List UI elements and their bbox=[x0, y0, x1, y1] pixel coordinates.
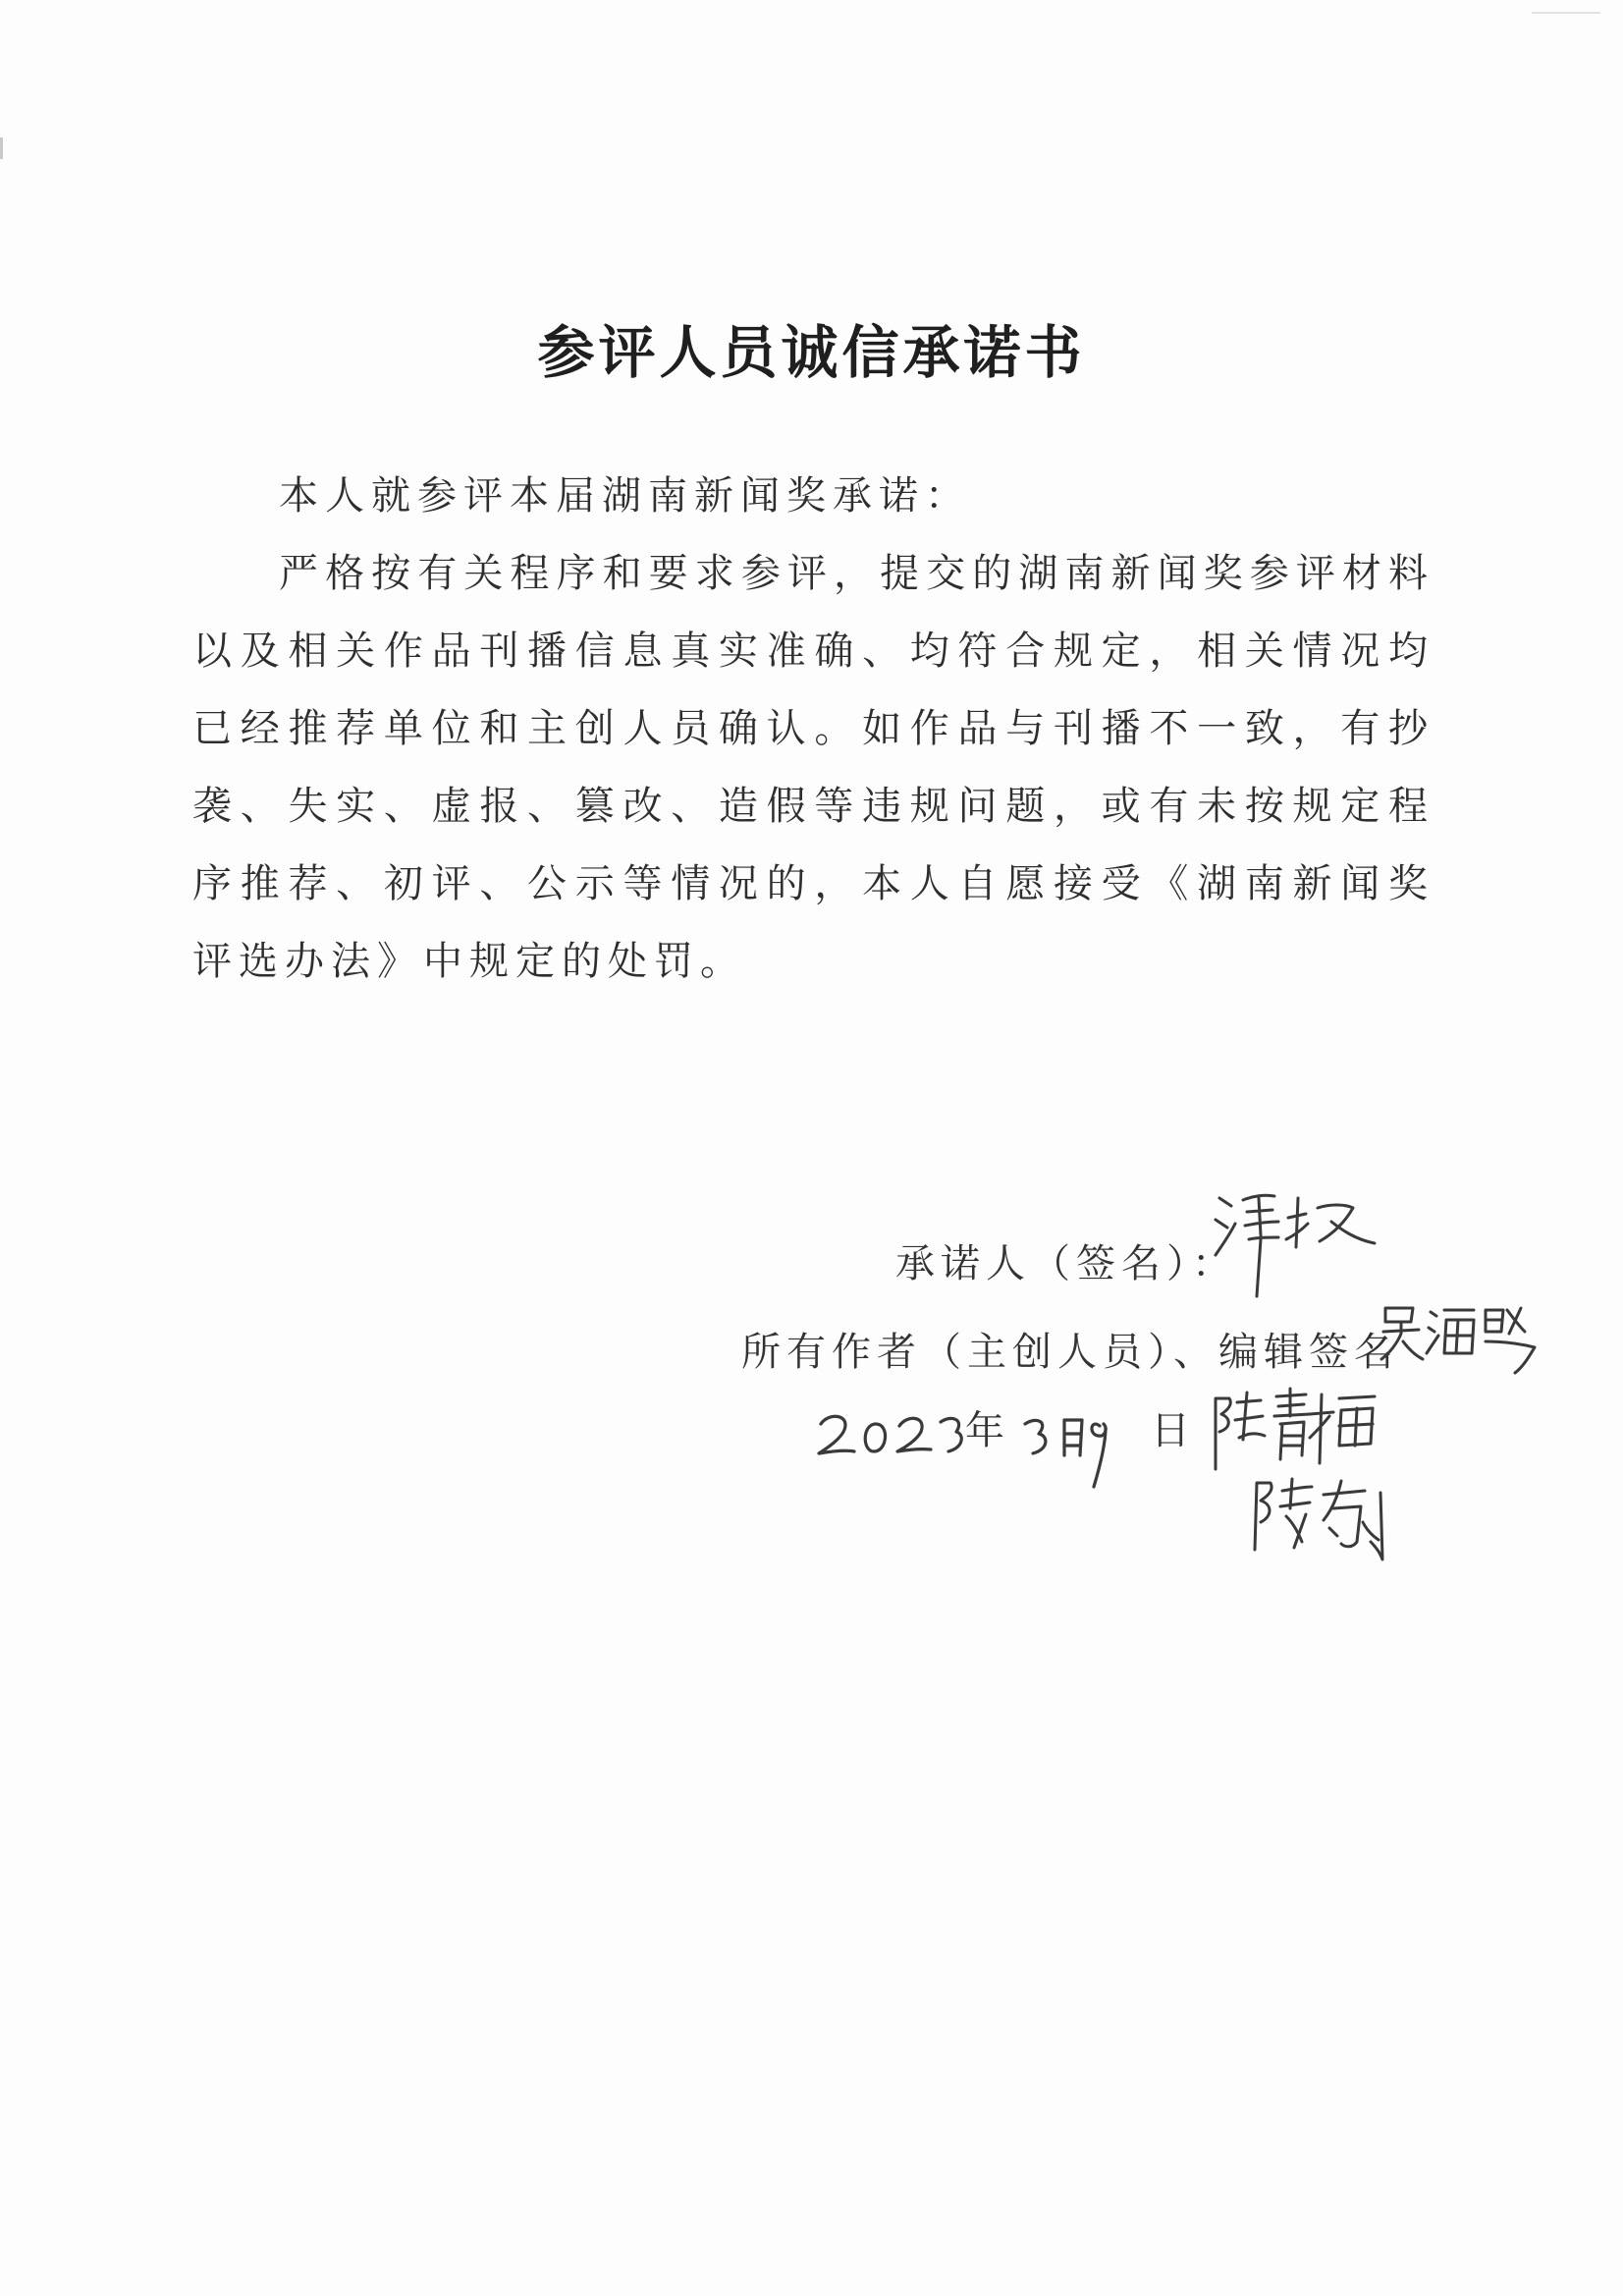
scan-mark bbox=[1532, 12, 1600, 14]
commitment-text: 严格按有关程序和要求参评，提交的湖南新闻奖参评材料以及相关作品刊播信息真实准确、均符合规定，相关情况均已经推荐单位和主创人员确认。如作品与刊播不一致，有抄袭、失实、虚报、篡改、造假等违规问题，或有未按规定程序推荐、初评、公示等情况的，本人自愿接受《湖南新闻奖评选办法》中规定的处罚。 bbox=[192, 551, 1434, 984]
commitment-paragraph bbox=[192, 535, 1434, 1001]
intro-text: 本人就参评本届湖南新闻奖承诺： bbox=[279, 473, 971, 519]
scan-mark bbox=[0, 137, 3, 159]
pledger-label: 承诺人（签名）： bbox=[895, 1241, 1237, 1286]
handwritten-signature-author-2 bbox=[1208, 1385, 1384, 1473]
handwritten-signature-pledger bbox=[1210, 1178, 1396, 1306]
date-year-char: 年 bbox=[965, 1408, 1010, 1453]
document-title: 参评人员诚信承诺书 bbox=[537, 319, 1086, 386]
handwritten-signature-author-1 bbox=[1380, 1298, 1546, 1377]
authors-label: 所有作者（主创人员）、编辑签名 bbox=[741, 1330, 1399, 1375]
handwritten-signature-author-3 bbox=[1247, 1473, 1404, 1561]
date-day-char: 日 bbox=[1151, 1408, 1196, 1453]
intro-paragraph bbox=[192, 458, 1434, 535]
